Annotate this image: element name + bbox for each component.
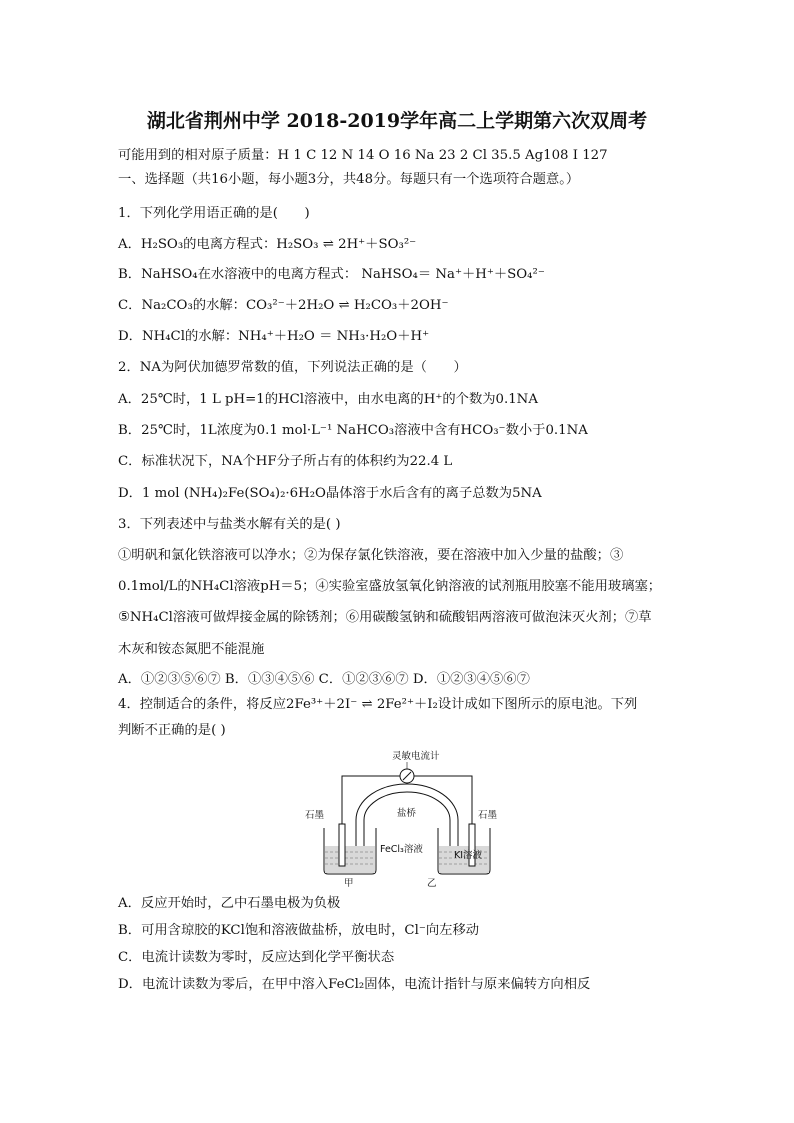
left-solution-label: FeCl₃溶液 bbox=[380, 844, 423, 855]
left-electrode-label: 石墨 bbox=[305, 810, 325, 821]
page-title: 湖北省荆州中学 2018-2019学年高二上学期第六次双周考 bbox=[146, 110, 648, 132]
left-graphite-electrode bbox=[339, 824, 345, 866]
q4-stem-2: 判断不正确的是( ) bbox=[118, 723, 226, 738]
q2-option-b: B．25℃时，1L浓度为0.1 mol·L⁻¹ NaHCO₃溶液中含有HCO₃⁻数小于0.1NA bbox=[118, 423, 588, 438]
galvanometer-label: 灵敏电流计 bbox=[392, 751, 440, 762]
q2-stem: 2．NA为阿伏加德罗常数的值，下列说法正确的是（ ） bbox=[118, 360, 467, 375]
section-heading: 一、选择题（共16小题，每小题3分，共48分。每题只有一个选项符合题意。） bbox=[118, 172, 580, 187]
q2-option-a: A．25℃时，1 L pH=1的HCl溶液中，由水电离的H⁺的个数为0.1NA bbox=[118, 392, 538, 407]
q4-stem-1: 4．控制适合的条件，将反应2Fe³⁺＋2I⁻ ⇌ 2Fe²⁺＋I₂设计成如下图所示的原电池。下列 bbox=[118, 697, 638, 712]
q4-option-a: A．反应开始时，乙中石墨电极为负极 bbox=[118, 896, 341, 911]
q2-option-d: D．1 mol (NH₄)₂Fe(SO₄)₂·6H₂O晶体溶于水后含有的离子总数为5NA bbox=[118, 486, 542, 501]
q4-option-b: B．可用含琼胶的KCl饱和溶液做盐桥，放电时，Cl⁻向左移动 bbox=[118, 923, 480, 938]
q3-options: A．①②③⑤⑥⑦ B．①③④⑤⑥ C．①②③⑥⑦ D．①②③④⑤⑥⑦ bbox=[118, 672, 530, 687]
right-beaker-label: 乙 bbox=[427, 878, 437, 888]
atomic-masses: 可能用到的相对原子质量：H 1 C 12 N 14 O 16 Na 23 2 Cl 35.5 Ag108 I 127 bbox=[118, 148, 608, 163]
right-electrode-label: 石墨 bbox=[478, 810, 498, 821]
galvanic-cell-diagram bbox=[302, 748, 502, 888]
q4-option-d: D．电流计读数为零后，在甲中溶入FeCl₂固体，电流计指针与原来偏转方向相反 bbox=[118, 977, 591, 992]
galvanic-cell-svg bbox=[302, 748, 502, 888]
right-solution-label: KI溶液 bbox=[454, 850, 483, 861]
q3-line-1: ①明矾和氯化铁溶液可以净水；②为保存氯化铁溶液，要在溶液中加入少量的盐酸；③ bbox=[118, 548, 624, 563]
q3-stem: 3．下列表述中与盐类水解有关的是( ) bbox=[118, 517, 341, 532]
q1-stem: 1．下列化学用语正确的是( ) bbox=[118, 206, 310, 221]
q3-line-2: 0.1mol/L的NH₄Cl溶液pH＝5；④实验室盛放氢氧化钠溶液的试剂瓶用胶塞不能用玻璃塞； bbox=[118, 579, 662, 594]
left-solution-fill bbox=[325, 846, 375, 873]
q3-line-3: ⑤NH₄Cl溶液可做焊接金属的除锈剂；⑥用碳酸氢钠和硫酸铝两溶液可做泡沫灭火剂；⑦草 bbox=[118, 610, 652, 625]
q1-option-d: D．NH₄Cl的水解：NH₄⁺＋H₂O ＝ NH₃·H₂O＋H⁺ bbox=[118, 329, 430, 344]
left-beaker-label: 甲 bbox=[344, 878, 354, 888]
q3-line-4: 木灰和铵态氮肥不能混施 bbox=[118, 642, 265, 657]
q2-option-c: C．标准状况下，NA个HF分子所占有的体积约为22.4 L bbox=[118, 454, 453, 469]
salt-bridge-label: 盐桥 bbox=[397, 808, 417, 819]
q1-option-c: C．Na₂CO₃的水解：CO₃²⁻＋2H₂O ⇌ H₂CO₃＋2OH⁻ bbox=[118, 298, 449, 313]
q1-option-b: B．NaHSO₄在水溶液中的电离方程式： NaHSO₄＝ Na⁺＋H⁺＋SO₄²⁻ bbox=[118, 267, 545, 282]
q4-option-c: C．电流计读数为零时，反应达到化学平衡状态 bbox=[118, 950, 395, 965]
q1-option-a: A．H₂SO₃的电离方程式：H₂SO₃ ⇌ 2H⁺＋SO₃²⁻ bbox=[118, 237, 417, 252]
